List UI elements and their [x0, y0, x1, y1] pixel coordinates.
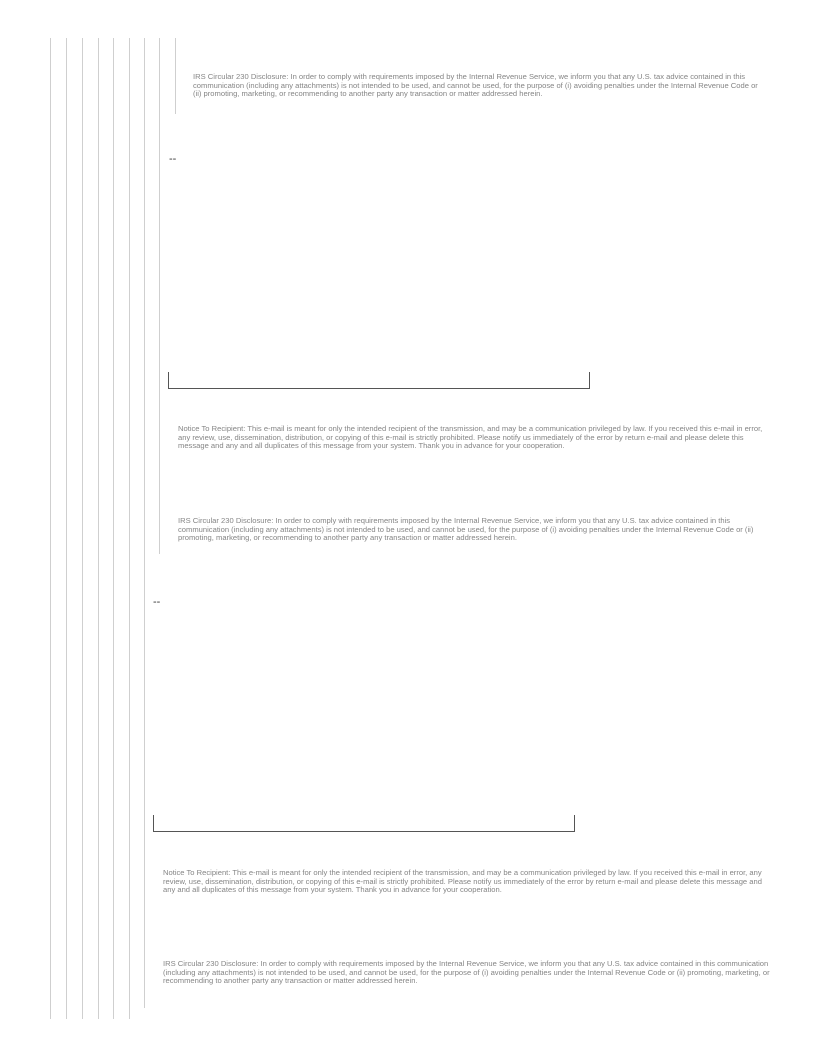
notice-to-recipient-level-2: Notice To Recipient: This e-mail is meant for only the intended recipient of the transmission, and may be a communication privileged by law. If you received this e-mail in error, any review, use, dissemination, distribution, or copying of this e-mail is strictly prohibited. Please notify us immediately of the error by return e-mail and please delete this message and any and all duplicates of this message from your system. Thank you in advance for your cooperation. — [178, 424, 763, 451]
quote-level-7-bar — [144, 38, 145, 1008]
quote-level-1-bar — [50, 38, 51, 1019]
signature-box-level-1 — [153, 815, 575, 832]
quote-level-3-bar — [82, 38, 83, 1019]
signature-separator-level-1: -- — [153, 596, 161, 608]
signature-separator-level-2: -- — [169, 153, 177, 165]
quote-level-2-bar — [66, 38, 67, 1019]
quote-level-4-bar — [98, 38, 99, 1019]
quote-level-6-bar — [129, 38, 130, 1019]
quote-level-5-bar — [113, 38, 114, 1019]
irs-disclosure-level-1: IRS Circular 230 Disclosure: In order to comply with requirements imposed by the Internal Revenue Service, we inform you that any U.S. tax advice contained in this communication (including any attachments) is not intended to be used, and cannot be used, for the purpose of (i) avoiding penalties under the Internal Revenue Code or (ii) promoting, marketing, or recommending to another party any transaction or matter addressed herein. — [163, 959, 770, 986]
irs-disclosure-level-3: IRS Circular 230 Disclosure: In order to comply with requirements imposed by the Internal Revenue Service, we inform you that any U.S. tax advice contained in this communication (including any attachments) is not intended to be used, and cannot be used, for the purpose of (i) avoiding penalties under the Internal Revenue Code or (ii) promoting, marketing, or recommending to another party any transaction or matter addressed herein. — [193, 72, 758, 99]
quote-level-9-bar — [175, 38, 176, 114]
irs-disclosure-level-2: IRS Circular 230 Disclosure: In order to comply with requirements imposed by the Internal Revenue Service, we inform you that any U.S. tax advice contained in this communication (including any attachments) is not intended to be used, and cannot be used, for the purpose of (i) avoiding penalties under the Internal Revenue Code or (ii) promoting, marketing, or recommending to another party any transaction or matter addressed herein. — [178, 516, 754, 543]
notice-to-recipient-level-1: Notice To Recipient: This e-mail is meant for only the intended recipient of the transmission, and may be a communication privileged by law. If you received this e-mail in error, any review, use, dissemination, distribution, or copying of this e-mail is strictly prohibited. Please notify us immediately of the error by return e-mail and please delete this message and any and all duplicates of this message from your system. Thank you in advance for your cooperation. — [163, 868, 762, 895]
signature-box-level-2 — [168, 372, 590, 389]
quote-level-8-bar — [159, 38, 160, 554]
